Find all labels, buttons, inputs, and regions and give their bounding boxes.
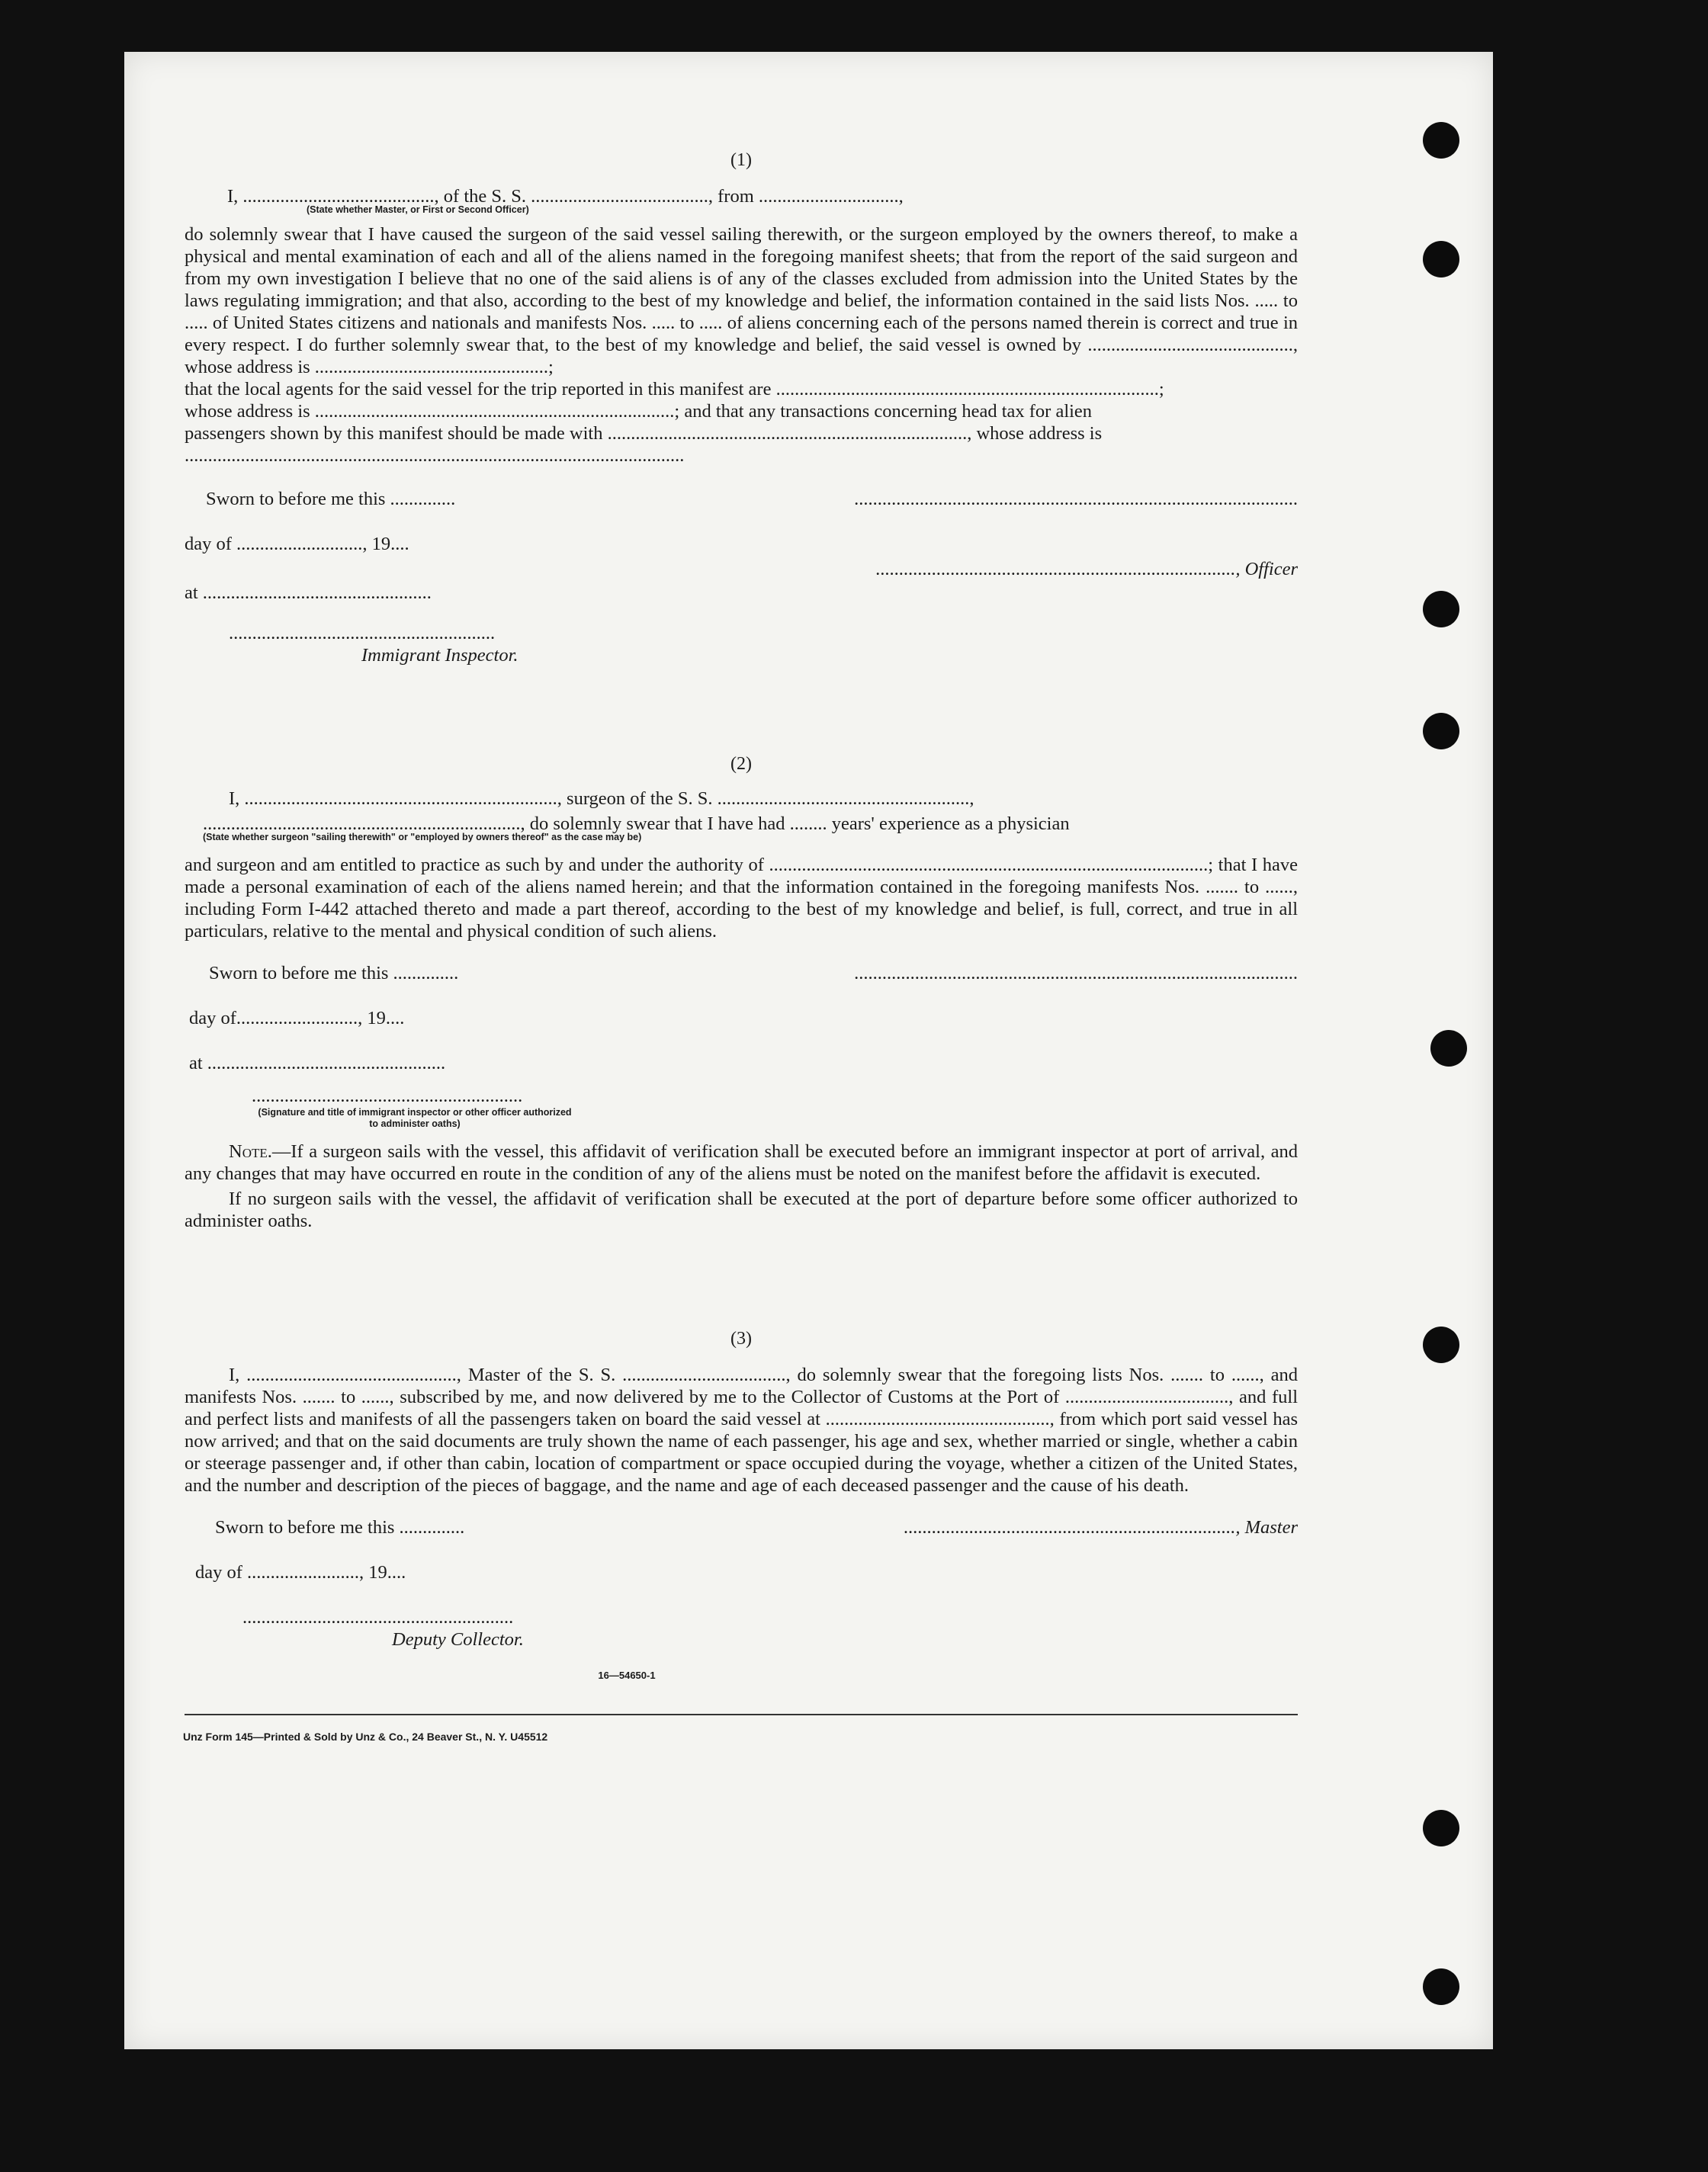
section2-at-line: at ................................................... [189, 1053, 446, 1073]
form-content [185, 52, 1298, 1748]
section1-agents-address-line: whose address is .............................................................................; and that any transactions concerning head tax for alien [185, 401, 1093, 422]
section1-at-line: at ................................................. [185, 582, 432, 603]
binder-hole [1430, 1030, 1467, 1067]
section3-oath-paragraph: I, ............................................., Master of the S. S. ..................................., do solemnly swear that the foregoing lists Nos. ....... to ......, and manifests Nos. ....... to ......, subscribed by me, and now delivered by me to the Collector of Customs at the Port of ..................................., and full and perfect lists and manifests of all the passengers taken on board the said vessel at ................................................, from which port said vessel has now arrived; and that on the said documents are truly shown the name of each passenger, his age and sex, whether married or single, whether a cabin or steerage passenger and, if other than cabin, location of compartment or space occupied during the voyage, whether a citizen of the United States, and the number and description of the pieces of baggage, and the name and age of each deceased passenger and the cause of his death. [185, 1365, 1298, 1496]
section2-note-paragraph [185, 1141, 1298, 1185]
section2-signature-note: (Signature and title of immigrant inspector or other officer authorized to administer oaths) [258, 1107, 572, 1129]
binder-hole [1423, 1810, 1459, 1846]
section1-inspector-dots: ......................................................... [229, 623, 496, 643]
form-code: 16—54650-1 [598, 1670, 656, 1681]
section2-experience-line: ...................................................................., do solemnly swear that I have had ........ years' experience as a physician [203, 813, 1070, 834]
section1-officer-line: ............................................................................., Officer [875, 559, 1298, 579]
section-number: (3) [730, 1329, 752, 1349]
section1-address-dots: ........................................................................................................... [185, 445, 685, 466]
footer-rule [185, 1714, 1298, 1715]
section-number: (1) [730, 150, 752, 170]
section1-agents-line: that the local agents for the said vessel for the trip reported in this manifest are ..................................................................................; [185, 379, 1164, 399]
note-text: —If a surgeon sails with the vessel, this affidavit of verification shall be executed before an immigrant inspector at port of arrival, and any changes that may have occurred en route in the condition of any of the aliens must be noted on the manifest before the affidavit is executed. [185, 1141, 1298, 1184]
section2-oath-paragraph: and surgeon and am entitled to practice as such by and under the authority of ..............................................................................................; that I have made a personal examination of each of the aliens named herein; and that the information contained in the foregoing manifests Nos. ....... to ......, including Form I-442 attached thereto and made a part thereof, according to the best of my knowledge and belief, is full, correct, and true in all particulars, relative to the mental and physical condition of such aliens. [185, 855, 1298, 942]
binder-hole [1423, 1968, 1459, 2005]
section1-head-tax-line: passengers shown by this manifest should be made with ............................................................................., whose address is [185, 423, 1103, 444]
section2-role-note: (State whether surgeon "sailing therewith" or "employed by owners thereof" as the case may be) [203, 832, 642, 842]
section1-sworn-line: Sworn to before me this .............. [206, 489, 456, 509]
section3-master-line: ......................................................................., Master [904, 1517, 1298, 1538]
section2-day-of-line: day of.........................., 19.... [189, 1008, 405, 1028]
section3-collector-label: Deputy Collector. [392, 1629, 524, 1650]
section1-inspector-label: Immigrant Inspector. [361, 645, 518, 666]
printer-credit: Unz Form 145—Printed & Sold by Unz & Co., 24 Beaver St., N. Y. U45512 [183, 1731, 548, 1743]
binder-hole [1423, 241, 1459, 278]
section2-sworn-line: Sworn to before me this .............. [209, 963, 459, 983]
section1-role-note: (State whether Master, or First or Second Officer) [307, 204, 529, 215]
section2-note-paragraph-2: If no surgeon sails with the vessel, the affidavit of verification shall be executed at the port of departure before some officer authorized to administer oaths. [185, 1189, 1298, 1231]
section3-collector-dots: .......................................................... [242, 1607, 514, 1628]
section1-day-of-line: day of ..........................., 19.... [185, 534, 409, 554]
section3-day-of-line: day of ........................, 19.... [195, 1562, 406, 1583]
section3-sworn-line: Sworn to before me this .............. [215, 1517, 465, 1538]
binder-hole [1423, 122, 1459, 159]
note-label: Note. [229, 1141, 272, 1162]
section2-inspector-dots: .......................................................... [252, 1086, 523, 1106]
section1-opening-line: I, ........................................., of the S. S. ......................................, from .............................., [227, 186, 904, 207]
section2-signature-dots: ............................................................................................... [854, 963, 1298, 983]
section-number: (2) [730, 754, 752, 774]
binder-hole [1423, 713, 1459, 749]
section1-signature-dots: ............................................................................................... [854, 489, 1298, 509]
binder-hole [1423, 1327, 1459, 1363]
section1-oath-paragraph: do solemnly swear that I have caused the surgeon of the said vessel sailing therewith, or the surgeon employed by the owners thereof, to make a physical and mental examination of each and all of the aliens named in the foregoing manifest sheets; that from the report of the said surgeon and from my own investigation I believe that no one of the said aliens is of any of the classes excluded from admission into the United States by the laws regulating immigration; and that also, according to the best of my knowledge and belief, the information contained in the said lists Nos. ..... to ..... of United States citizens and nationals and manifests Nos. ..... to ..... of aliens concerning each of the persons named therein is correct and true in every respect. I do further solemnly swear that, to the best of my knowledge and belief, the said vessel is owned by ............................................, whose address is ..................................................; [185, 224, 1298, 377]
binder-hole [1423, 591, 1459, 627]
section2-opening-line: I, ..................................................................., surgeon of the S. S. ......................................................, [229, 788, 974, 809]
